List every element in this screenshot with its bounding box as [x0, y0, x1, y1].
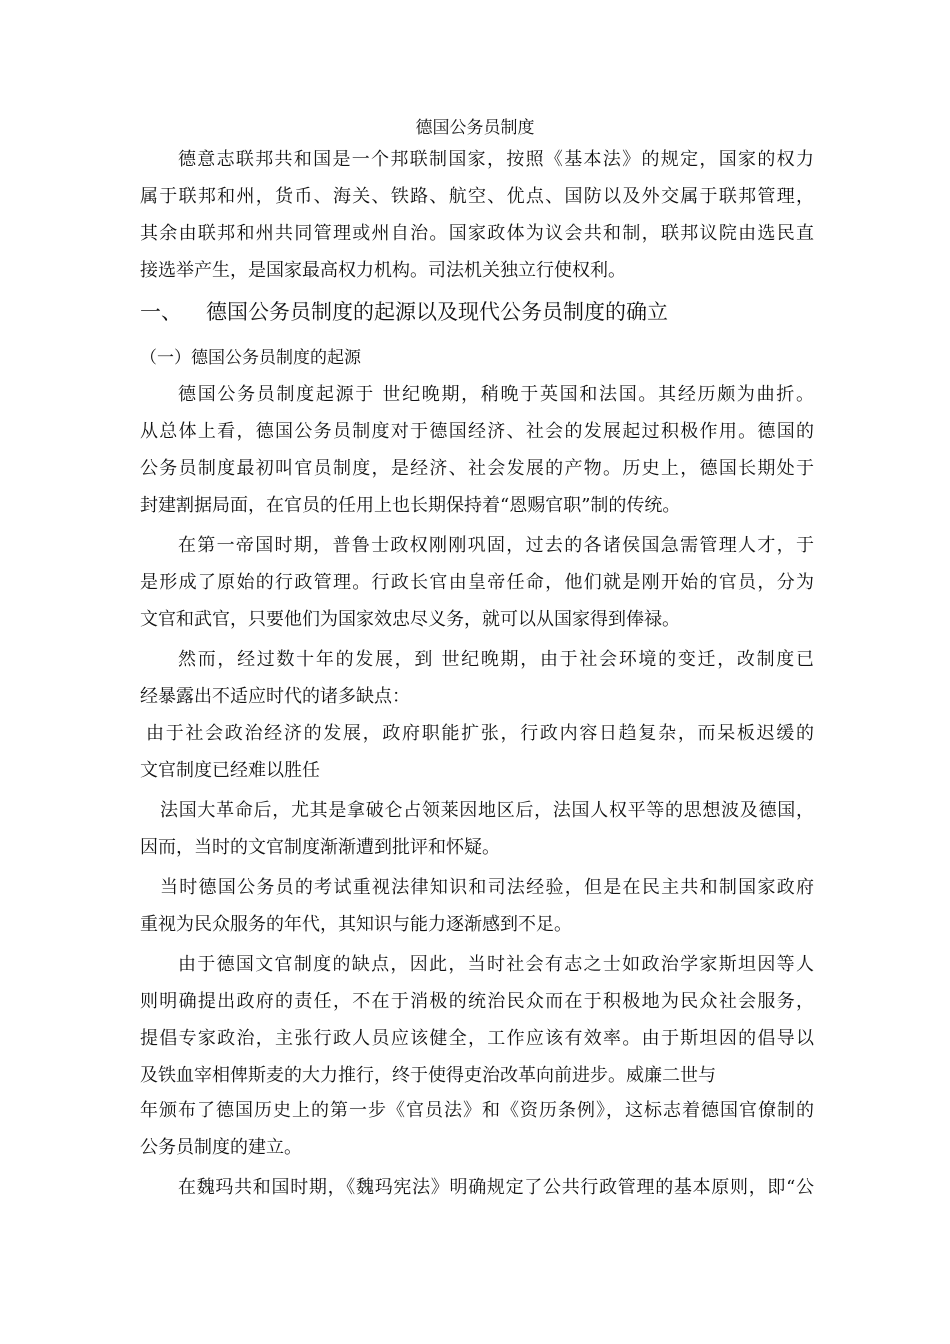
intro-line-1: 德意志联邦共和国是一个邦联制国家，按照《基本法》的规定，国家的权力: [178, 149, 814, 170]
intro-line-3: 其余由联邦和州共同管理或州自治。国家政体为议会共和制，联邦议院由选民直: [140, 223, 814, 244]
paragraph-6-line-2: 重视为民众服务的年代，其知识与能力逐渐感到不足。: [140, 914, 572, 935]
paragraph-2-line-1: 在第一帝国时期，普鲁士政权刚刚巩固，过去的各诸侯国急需管理人才，于: [178, 535, 814, 556]
paragraph-7-line-3: 提倡专家政治，主张行政人员应该健全，工作应该有效率。由于斯坦因的倡导以: [140, 1028, 814, 1049]
paragraph-7-line-2: 则明确提出政府的责任，不在于消极的统治民众而在于积极地为民众社会服务，: [140, 991, 814, 1012]
paragraph-6-line-1: 当时德国公务员的考试重视法律知识和司法经验，但是在民主共和制国家政府: [160, 877, 814, 898]
section-number: 一、: [140, 300, 182, 324]
paragraph-7-line-6: 公务员制度的建立。: [140, 1137, 302, 1158]
paragraph-7-line-5: 年颁布了德国历史上的第一步《官员法》和《资历条例》，这标志着德国官僚制的: [140, 1100, 814, 1121]
paragraph-1-line-1: 德国公务员制度起源于 世纪晚期，稍晚于英国和法国。其经历颇为曲折。: [178, 384, 814, 405]
paragraph-5-line-2: 因而，当时的文官制度渐渐遭到批评和怀疑。: [140, 837, 500, 858]
paragraph-1-line-4: 封建割据局面，在官员的任用上也长期保持着“恩赐官职”制的传统。: [140, 495, 681, 516]
paragraph-1-line-3: 公务员制度最初叫官员制度，是经济、社会发展的产物。历史上，德国长期处于: [140, 458, 814, 479]
paragraph-5-line-1: 法国大革命后，尤其是拿破仑占领莱因地区后，法国人权平等的思想波及德国，: [160, 800, 814, 821]
document-title: 德国公务员制度: [415, 118, 535, 138]
paragraph-1-line-2: 从总体上看，德国公务员制度对于德国经济、社会的发展起过积极作用。德国的: [140, 421, 814, 442]
paragraph-4-line-2: 文官制度已经难以胜任: [140, 760, 320, 781]
paragraph-3-line-2: 经暴露出不适应时代的诸多缺点：: [140, 686, 410, 707]
paragraph-3-line-1: 然而，经过数十年的发展，到 世纪晚期，由于社会环境的变迁，改制度已: [178, 649, 814, 670]
paragraph-2-line-2: 是形成了原始的行政管理。行政长官由皇帝任命，他们就是刚开始的官员，分为: [140, 572, 814, 593]
paragraph-8-line-1: 在魏玛共和国时期，《魏玛宪法》明确规定了公共行政管理的基本原则，即“公: [178, 1177, 814, 1198]
paragraph-7-line-1: 由于德国文官制度的缺点，因此，当时社会有志之士如政治学家斯坦因等人: [178, 954, 814, 975]
intro-line-4: 接选举产生，是国家最高权力机构。司法机关独立行使权利。: [140, 260, 626, 281]
intro-line-2: 属于联邦和州，货币、海关、铁路、航空、优点、国防以及外交属于联邦管理，: [140, 186, 814, 207]
paragraph-2-line-3: 文官和武官，只要他们为国家效忠尽义务，就可以从国家得到俸禄。: [140, 609, 680, 630]
subsection-heading: （一）德国公务员制度的起源: [140, 348, 361, 368]
section-title: 德国公务员制度的起源以及现代公务员制度的确立: [206, 300, 668, 324]
paragraph-7-line-4: 及铁血宰相俾斯麦的大力推行，终于使得吏治改革向前进步。威廉二世与: [140, 1065, 716, 1086]
section-heading-1: [140, 298, 814, 326]
paragraph-4-line-1: 由于社会政治经济的发展，政府职能扩张，行政内容日趋复杂，而呆板迟缓的: [146, 723, 814, 744]
